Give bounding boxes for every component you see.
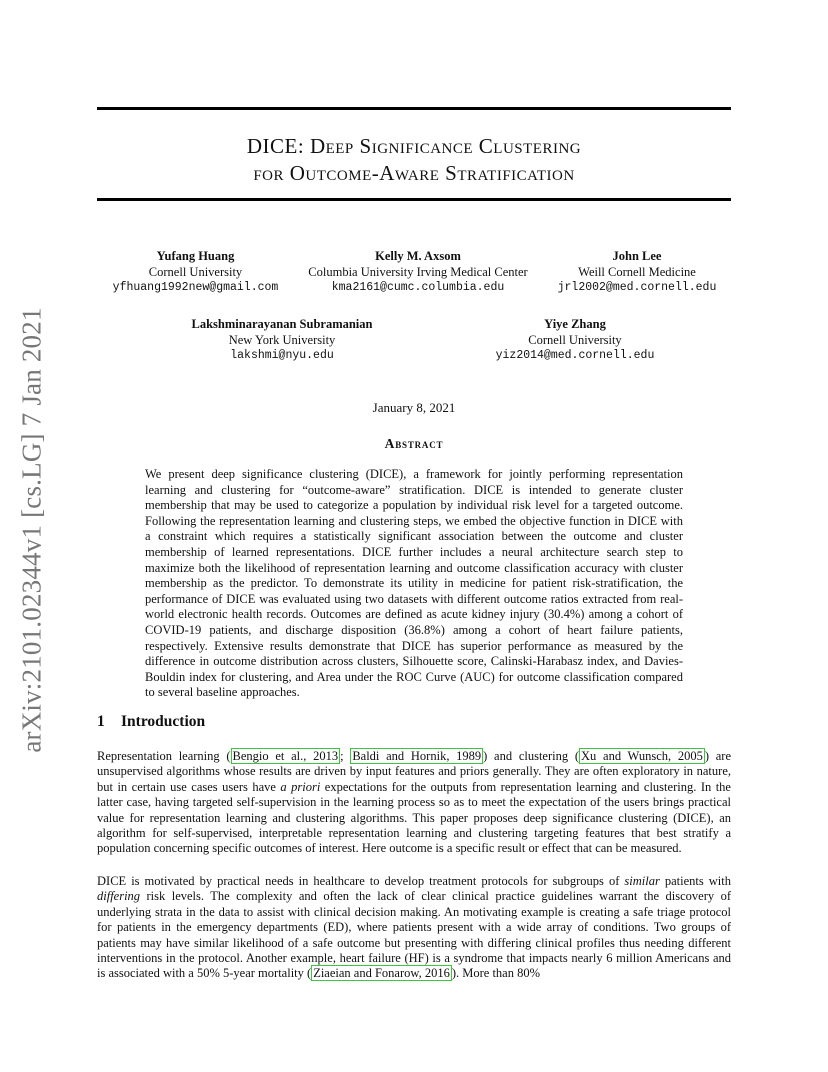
author-email[interactable]: yiz2014@med.cornell.edu (495, 349, 655, 362)
title-line2: for Outcome-Aware Stratification (253, 161, 575, 185)
author-name: Yufang Huang (156, 249, 235, 263)
author-affiliation: Cornell University (148, 264, 243, 279)
text-run: Representation learning ( (97, 749, 231, 763)
text-run: DICE is motivated by practical needs in healthcare to develop treatment protocols for subgroups of (97, 874, 625, 888)
text-run: expectations for the outputs from representation learning and clustering. In the latter case, having targeted self-supervision in the learning process so as to meet the expectation of the users brings practical value for representation learning and clustering algorithms. This paper proposes deep significance clustering (DICE), an algorithm for self-supervised, interpretable representation learning and clustering targeting features that best stratify a population concerning specific outcomes of interest. Here outcome is a specific result or effect that can be measured. (97, 779, 731, 856)
author-block (108, 249, 283, 296)
text-run: ) and clustering ( (483, 749, 580, 763)
text-run: patients with (659, 874, 731, 888)
text-run: risk levels. The complexity and often the lack of clear clinical practice guidelines warrant the discovery of underlying strata in the data to assist with clinical decision making. An motivating example is creating a safe triage protocol for patients in the emergency departments (ED), where patients present with a wide array of conditions. Two groups of patients may have similar likelihood of a safe outcome but presenting with differing clinical profiles thus needing different interventions in the protocol. Another example, heart failure (HF) is a syndrome that impacts nearly 6 million Americans and is associated with a 50% 5-year mortality ( (97, 889, 731, 981)
intro-paragraph-1 (97, 749, 731, 857)
author-affiliation: New York University (228, 332, 336, 347)
author-block (172, 317, 392, 364)
arxiv-identifier (14, 300, 50, 760)
author-block (293, 249, 543, 296)
title-bottom-rule (97, 198, 731, 201)
section-title: Introduction (121, 713, 206, 730)
paper-date: January 8, 2021 (372, 400, 456, 415)
author-affiliation: Columbia University Irving Medical Center (308, 264, 528, 279)
text-run: ; (340, 749, 351, 763)
author-email[interactable]: yfhuang1992new@gmail.com (112, 281, 279, 294)
author-affiliation: Weill Cornell Medicine (578, 264, 696, 279)
intro-paragraph-2 (97, 874, 731, 982)
section-heading (97, 713, 205, 731)
arxiv-id-text: arXiv:2101.02344v1 [cs.LG] 7 Jan 2021 (16, 307, 47, 753)
citation-link[interactable]: Bengio et al., 2013 (232, 749, 339, 763)
text-run: ) are unsupervised algorithms whose results are driven by input features and priors generally. They are often exploratory in nature, but in certain use cases users have (97, 749, 732, 794)
author-email[interactable]: lakshmi@nyu.edu (230, 349, 334, 362)
emphasis: differing (97, 889, 141, 904)
author-email[interactable]: kma2161@cumc.columbia.edu (331, 281, 505, 294)
author-name: Yiye Zhang (544, 317, 606, 331)
author-email[interactable]: jrl2002@med.cornell.edu (557, 281, 717, 294)
section-number: 1 (97, 713, 105, 730)
citation-link[interactable]: Ziaeian and Fonarow, 2016 (313, 966, 450, 981)
paper-title (97, 133, 731, 187)
author-name: Lakshminarayanan Subramanian (191, 317, 373, 331)
author-name: Kelly M. Axsom (375, 249, 461, 263)
author-block (470, 317, 680, 364)
author-name: John Lee (612, 249, 662, 263)
abstract-heading: Abstract (384, 436, 444, 451)
title-line1: Deep Significance Clustering (309, 134, 582, 158)
abstract-text: We present deep significance clustering (DICE), a framework for jointly performing representation learning and clustering for “outcome-aware” stratification. DICE is intended to generate cluster membership that may be used to categorize a population by individual risk level for a targeted outcome. Following the representation learning and clustering steps, we embed the objective function in DICE with a constraint which requires a statistically significant association between the outcome and cluster membership of learned representations. DICE further includes a neural architecture search step to maximize both the likelihood of representation learning and outcome classification accuracy with cluster membership as the predictor. To demonstrate its utility in medicine for patient risk-stratification, the performance of DICE was evaluated using two datasets with different outcome ratios extracted from real-world electronic health records. Outcomes are defined as acute kidney injury (30.4%) among a cohort of COVID-19 patients, and discharge disposition (36.8%) among a cohort of heart failure patients, respectively. Extensive results demonstrate that DICE has superior performance as measured by the difference in outcome distribution across clusters, Silhouette score, Calinski-Harabasz index, and Davies-Bouldin index for clustering, and Area under the ROC Curve (AUC) for outcome classification compared to several baseline approaches. (145, 467, 683, 700)
emphasis: similar (624, 874, 660, 888)
title-top-rule (97, 107, 731, 110)
title-prefix: DICE: (246, 134, 310, 158)
author-affiliation: Cornell University (528, 332, 622, 347)
text-run: ). More than 80% (451, 966, 541, 981)
citation-link[interactable]: Xu and Wunsch, 2005 (581, 749, 703, 763)
citation-link[interactable]: Baldi and Hornik, 1989 (352, 749, 482, 763)
author-block (552, 249, 722, 296)
emphasis: a priori (280, 779, 321, 794)
